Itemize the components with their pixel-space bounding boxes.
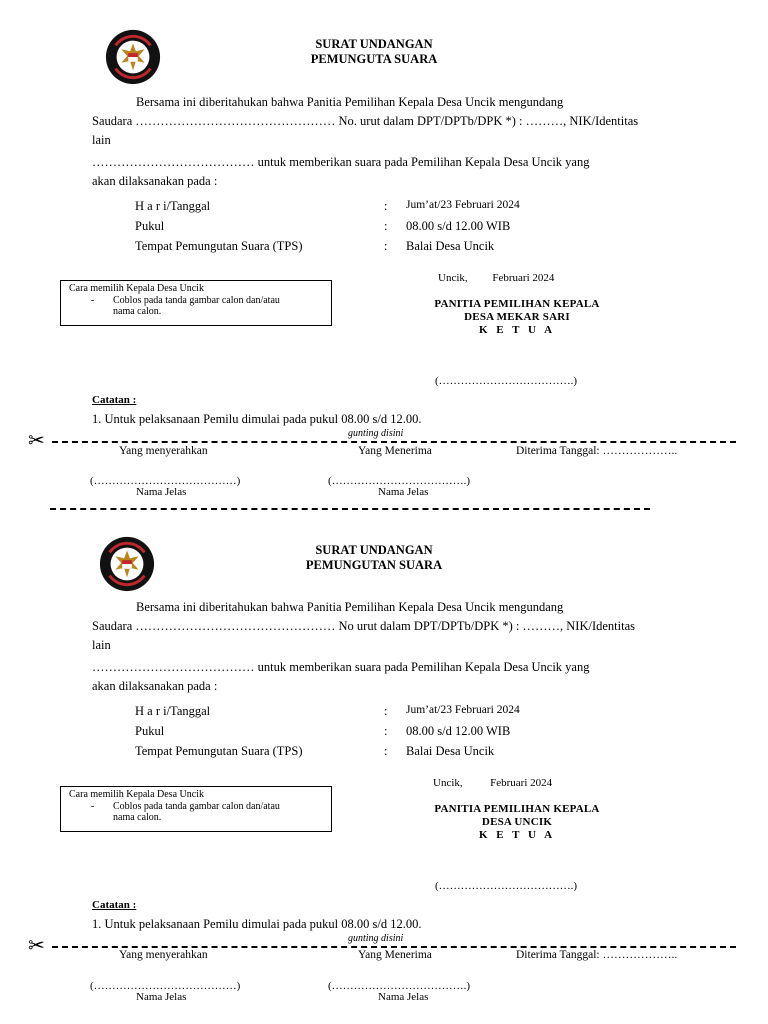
kpu-logo — [104, 28, 162, 86]
receipt-giver-label: Yang menyerahkan — [119, 445, 208, 457]
receipt-date-label: Diterima Tanggal: ……………….. — [516, 949, 678, 961]
detail-colon: : — [384, 199, 388, 213]
detail-label-time: Pukul — [135, 219, 165, 233]
box-bullet-marker: - — [91, 295, 95, 306]
box-title: Cara memilih Kepala Desa Uncik — [69, 789, 204, 800]
kpu-logo — [98, 535, 156, 593]
cut-line — [52, 946, 736, 948]
detail-label-time: Pukul — [135, 724, 165, 738]
detail-label-date: H a r i/Tanggal — [135, 199, 211, 213]
receipt-receiver-label: Yang Menerima — [358, 445, 432, 457]
detail-value-date: Jum’at/23 Februari 2024 — [406, 199, 520, 211]
saudara-line: Saudara ………………………………………… No. urut dalam DPT/DPTb/DPK *) : ………, NIK/Identitas — [92, 114, 639, 128]
receipt-giver-signature: (…………………………………) — [90, 980, 241, 992]
receipt-receiver-signature: (……………………………….) — [328, 475, 471, 487]
instruction-box — [60, 280, 332, 326]
org-line-1: PANITIA PEMILIHAN KEPALA — [434, 298, 600, 310]
box-title: Cara memilih Kepala Desa Uncik — [69, 283, 204, 294]
saudara-line: Saudara ………………………………………… No urut dalam DPT/DPTb/DPK *) : ………, NIK/Identitas — [92, 619, 636, 633]
place-date: Uncik, Februari 2024 — [438, 272, 555, 284]
receipt-giver-label: Yang menyerahkan — [119, 949, 208, 961]
cut-line — [52, 441, 736, 443]
signature-line: (……………………………….) — [435, 375, 578, 387]
detail-value-date: Jum’at/23 Februari 2024 — [406, 704, 520, 716]
box-bullet-line-2: nama calon. — [113, 306, 162, 317]
receipt-giver-name: Nama Jelas — [136, 991, 187, 1003]
receipt-giver-signature: (…………………………………) — [90, 475, 241, 487]
cut-here-label: gunting disini — [348, 933, 404, 944]
receipt-receiver-name: Nama Jelas — [378, 991, 429, 1003]
akan-line: akan dilaksanakan pada : — [92, 679, 218, 693]
detail-label-place: Tempat Pemungutan Suara (TPS) — [135, 239, 303, 253]
intro-text: Bersama ini diberitahukan bahwa Panitia Pemilihan Kepala Desa Uncik mengundang — [136, 600, 564, 614]
lain-text: lain — [92, 133, 111, 147]
box-bullet-line-2: nama calon. — [113, 812, 162, 823]
detail-colon: : — [384, 704, 388, 718]
receipt-giver-name: Nama Jelas — [136, 486, 187, 498]
detail-colon: : — [384, 219, 388, 233]
detail-label-place: Tempat Pemungutan Suara (TPS) — [135, 744, 303, 758]
detail-value-place: Balai Desa Uncik — [406, 744, 495, 758]
lain-text: lain — [92, 638, 111, 652]
catatan-label: Catatan : — [92, 899, 137, 911]
title-line-2: PEMUNGUTAN SUARA — [305, 558, 443, 572]
title-line-1: SURAT UNDANGAN — [315, 37, 433, 51]
detail-value-time: 08.00 s/d 12.00 WIB — [406, 724, 511, 738]
intro-text: Bersama ini diberitahukan bahwa Panitia Pemilihan Kepala Desa Uncik mengundang — [136, 95, 564, 109]
dots-line: ………………………………… untuk memberikan suara pada Pemilihan Kepala Desa Uncik yang — [92, 155, 590, 169]
box-bullet-marker: - — [91, 801, 95, 812]
catatan-label: Catatan : — [92, 394, 137, 406]
box-bullet-line-1: Coblos pada tanda gambar calon dan/atau — [113, 295, 280, 306]
title-line-2: PEMUNGUTA SUARA — [310, 52, 438, 66]
dots-line: ………………………………… untuk memberikan suara pada Pemilihan Kepala Desa Uncik yang — [92, 660, 590, 674]
box-bullet-line-1: Coblos pada tanda gambar calon dan/atau — [113, 801, 280, 812]
cut-here-label: gunting disini — [348, 428, 404, 439]
org-line-2: DESA UNCIK — [481, 816, 553, 828]
section-separator — [50, 508, 650, 510]
scissors-icon: ✂ — [28, 428, 45, 452]
receipt-receiver-signature: (……………………………….) — [328, 980, 471, 992]
signature-line: (……………………………….) — [435, 880, 578, 892]
note-text: 1. Untuk pelaksanaan Pemilu dimulai pada pukul 08.00 s/d 12.00. — [92, 917, 422, 931]
detail-value-time: 08.00 s/d 12.00 WIB — [406, 219, 511, 233]
receipt-date-label: Diterima Tanggal: ……………….. — [516, 445, 678, 457]
org-line-2: DESA MEKAR SARI — [464, 311, 570, 323]
note-text: 1. Untuk pelaksanaan Pemilu dimulai pada pukul 08.00 s/d 12.00. — [92, 412, 422, 426]
org-line-3: K E T U A — [478, 324, 556, 336]
detail-colon: : — [384, 724, 388, 738]
scissors-icon: ✂ — [28, 933, 45, 957]
instruction-box — [60, 786, 332, 832]
org-line-3: K E T U A — [478, 829, 556, 841]
detail-colon: : — [384, 239, 388, 253]
title-line-1: SURAT UNDANGAN — [315, 543, 433, 557]
place-date: Uncik, Februari 2024 — [433, 777, 553, 789]
receipt-receiver-label: Yang Menerima — [358, 949, 432, 961]
detail-colon: : — [384, 744, 388, 758]
org-line-1: PANITIA PEMILIHAN KEPALA — [434, 803, 600, 815]
detail-value-place: Balai Desa Uncik — [406, 239, 495, 253]
receipt-receiver-name: Nama Jelas — [378, 486, 429, 498]
detail-label-date: H a r i/Tanggal — [135, 704, 211, 718]
akan-line: akan dilaksanakan pada : — [92, 174, 218, 188]
